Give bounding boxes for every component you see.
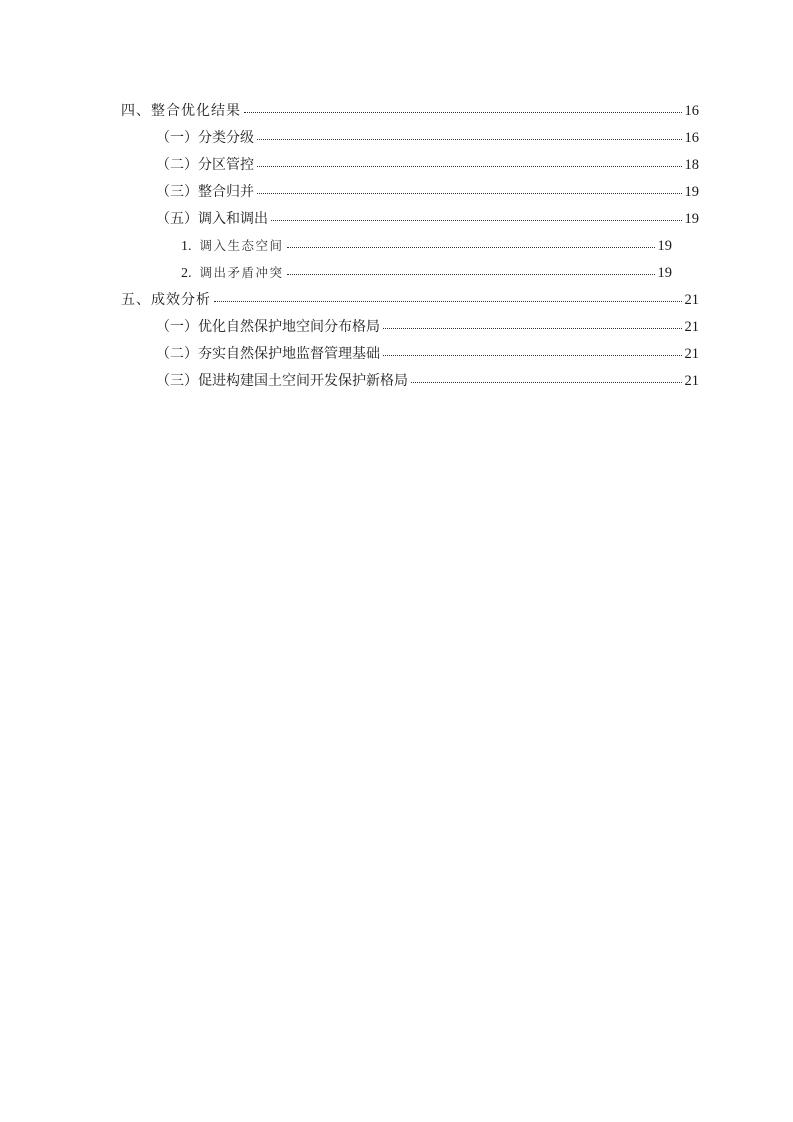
toc-entry-number: 1. (181, 239, 192, 254)
toc-entry-text: 调入生态空间 (199, 238, 284, 253)
toc-leader-dots (287, 235, 655, 248)
toc-entry-number: 2. (181, 266, 192, 281)
toc-leader-dots (214, 289, 682, 302)
toc-entry[interactable] (156, 370, 699, 392)
toc-entry-page: 21 (684, 373, 699, 389)
toc-leader-dots (411, 370, 682, 383)
toc-entry-page: 21 (684, 292, 699, 308)
toc-entry-title: （一）分类分级 (156, 130, 254, 146)
toc-entry-page: 16 (684, 103, 699, 119)
toc-leader-dots (257, 154, 682, 167)
toc-entry-title: 四、整合优化结果 (121, 103, 241, 119)
toc-entry-title (181, 235, 284, 258)
toc-entry[interactable] (156, 127, 699, 149)
toc-entry[interactable] (156, 154, 699, 176)
toc-entry-page: 19 (684, 184, 699, 200)
toc-entry-title: 五、成效分析 (121, 292, 211, 308)
toc-entry-text: 调出矛盾冲突 (199, 265, 284, 280)
toc-leader-dots (244, 100, 682, 113)
toc-entry-title (181, 262, 284, 285)
toc-leader-dots (257, 181, 682, 194)
toc-entry-page: 19 (657, 238, 672, 254)
toc-entry[interactable] (156, 343, 699, 365)
toc-leader-dots (383, 316, 682, 329)
toc-entry[interactable] (121, 289, 699, 311)
toc-entry-title: （一）优化自然保护地空间分布格局 (156, 319, 380, 335)
toc-entry[interactable] (156, 208, 699, 230)
toc-entry[interactable] (121, 100, 699, 122)
toc-entry-page: 21 (684, 319, 699, 335)
toc-entry-title: （三）促进构建国土空间开发保护新格局 (156, 373, 408, 389)
toc-entry-page: 19 (684, 211, 699, 227)
toc-leader-dots (271, 208, 682, 221)
toc-entry-title: （三）整合归并 (156, 184, 254, 200)
toc-entry-title: （五）调入和调出 (156, 211, 268, 227)
toc-entry-page: 18 (684, 157, 699, 173)
toc-entry[interactable] (156, 181, 699, 203)
toc-entry[interactable] (156, 316, 699, 338)
toc-entry[interactable] (181, 262, 672, 284)
toc-entry-title: （二）分区管控 (156, 157, 254, 173)
toc-leader-dots (257, 127, 682, 140)
toc-entry-page: 16 (684, 130, 699, 146)
toc-leader-dots (287, 262, 655, 275)
toc-entry[interactable] (181, 235, 672, 257)
toc-entry-page: 19 (657, 265, 672, 281)
toc-entry-page: 21 (684, 346, 699, 362)
toc-entry-title: （二）夯实自然保护地监督管理基础 (156, 346, 380, 362)
toc-leader-dots (383, 343, 682, 356)
